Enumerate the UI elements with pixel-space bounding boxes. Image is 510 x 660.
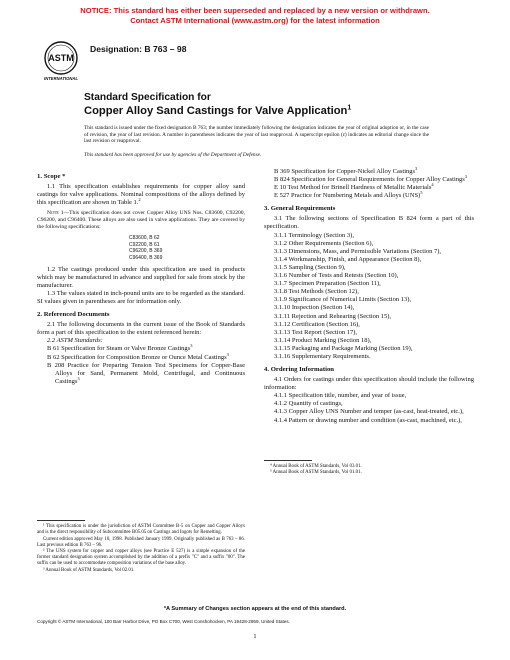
notice-line-2: Contact ASTM International (www.astm.org) for the latest information <box>130 15 380 25</box>
footnote-mark-2: 2 <box>138 197 141 203</box>
designation: Designation: B 763 – 98 <box>90 44 187 54</box>
issuance-statement: This standard is issued under the fixed designation B 763; the number immediately following the designation indicates the year of original adoption or, in the case of revision, the year of last revision. A number in parentheses indicates the year of last reapproval. A superscript epsilon (ε) indicates an editorial change since the last revision or reapproval. <box>84 125 429 145</box>
footnote: ⁵ Annual Book of ASTM Standards, Vol 01.01. <box>270 470 362 476</box>
alloy-code: C96200, B 369 <box>129 248 163 255</box>
paragraph-2-1: 2.1 The following documents in the current issue of the Book of Standards form a part of this specification to the extent referenced herein: <box>37 321 245 337</box>
list-item: 4.1.1 Specification title, number, and year of issue, <box>274 392 407 400</box>
section-heading-general-requirements: 3. General Requirements <box>264 205 336 213</box>
list-item: 3.1.9 Significance of Numerical Limits (Section 13), <box>274 296 412 304</box>
alloy-code: C92200, B 61 <box>129 241 160 248</box>
list-item: 3.1.1 Terminology (Section 3), <box>274 231 354 239</box>
paragraph-1-2: 1.2 The castings produced under this specification are used in products which may be manufactured in advance and supplied for sale from stock by the manufacturer. <box>37 265 245 289</box>
reference-item: E 527 Practice for Numbering Metals and Alloys (UNS)$^5$ <box>274 190 423 200</box>
alloy-code: C96400, B 369 <box>129 255 163 262</box>
general-requirements-list <box>264 232 474 362</box>
paragraph-1-3: 1.3 The values stated in inch-pound units are to be regarded as the standard. SI values given in parentheses are for information only. <box>37 289 245 306</box>
list-item: 3.1.12 Certification (Section 16), <box>274 320 360 328</box>
alloy-code-list <box>129 235 245 261</box>
copyright-line: Copyright © ASTM International, 100 Barr Harbor Drive, PO Box C700, West Conshohocken, PA 19428-2959, United States. <box>37 619 290 624</box>
left-column <box>37 168 245 386</box>
ordering-list <box>264 392 474 424</box>
list-item: 3.1.7 Specimen Preparation (Section 11), <box>274 280 381 288</box>
title-line-1: Standard Specification for <box>84 92 211 103</box>
paragraph-4-1: 4.1 Orders for castings under this specification should include the following information: <box>264 376 474 392</box>
astm-logo-icon <box>40 38 82 82</box>
list-item: 3.1.3 Dimensions, Mass, and Permissible Variations (Section 7), <box>274 247 442 255</box>
withdrawn-notice <box>0 6 510 25</box>
summary-of-changes-note: *A Summary of Changes section appears at the end of this standard. <box>163 606 347 612</box>
alloy-code: C83600, B 62 <box>129 235 160 242</box>
logo-subtext: INTERNATIONAL <box>44 76 78 81</box>
list-item: 4.1.3 Copper Alloy UNS Number and temper (as-cast, heat-treated, etc.), <box>274 408 464 416</box>
paragraph-3-1: 3.1 The following sections of Specification B 824 form a part of this specification. <box>264 215 474 231</box>
list-item: 3.1.6 Number of Tests and Retests (Section 10), <box>274 272 399 280</box>
title-footnote-mark: 1 <box>347 103 352 111</box>
note-1: Note 1—This specification does not cover Copper Alloy UNS Nos. C83600, C92200, C96200, and C96400. These alloys are also used in valve applications. They are covered by the following specifications: <box>37 210 245 231</box>
list-item: 3.1.11 Rejection and Rehearing (Section 15), <box>274 312 392 320</box>
footnote: Current edition approved May 10, 1998. Published January 1999. Originally published as B 763 – 86. Last previous edition B 763 – 96. <box>37 536 245 548</box>
reference-item: E 10 Test Method for Brinell Hardness of Metallic Materials$^4$ <box>274 182 434 192</box>
section-heading-scope: 1. Scope * <box>37 173 66 180</box>
list-item: 3.1.10 Inspection (Section 14), <box>274 304 355 312</box>
reference-item: B 61 Specification for Steam or Valve Bronze Castings$^3$ <box>47 343 193 353</box>
footnotes-left <box>37 524 245 574</box>
right-column <box>264 165 474 425</box>
paragraph-1-1: 1.1 This specification establishes requirements for copper alloy sand castings for valve applications. Nominal compositions of the alloys defined by this specification are shown in Table 1.$^2$ <box>37 183 245 207</box>
list-item: 4.1.2 Quantity of castings, <box>274 400 343 408</box>
note-label: Note <box>47 210 59 217</box>
footnote-rule <box>264 460 312 461</box>
footnote: ³ Annual Book of ASTM Standards, Vol 02.01. <box>43 567 135 573</box>
footnote: ¹ This specification is under the jurisdiction of ASTM Committee B-5 on Copper and Copper Alloys and is the direct responsibility of Subcommittee B05.05 on Castings and Ingots for Remelting. <box>37 524 245 536</box>
section-heading-ordering-information: 4. Ordering Information <box>264 366 335 374</box>
list-item: 3.1.14 Product Marking (Section 18), <box>274 336 372 344</box>
list-item: 3.1.15 Packaging and Package Marking (Section 19), <box>274 344 413 352</box>
logo-text: ASTM <box>48 53 74 63</box>
list-item: 3.1.4 Workmanship, Finish, and Appearance (Section 8), <box>274 255 422 263</box>
footnotes-right <box>264 464 474 476</box>
list-item: 3.1.13 Test Report (Section 17), <box>274 328 358 336</box>
astm-standards-subheading: 2.2 ASTM Standards: <box>47 337 103 345</box>
list-item: 3.1.8 Test Methods (Section 12), <box>274 288 359 296</box>
reference-item: B 62 Specification for Composition Bronze or Ounce Metal Castings$^3$ <box>47 351 229 361</box>
footnote: ⁴ Annual Book of ASTM Standards, Vol 03.01. <box>270 464 362 469</box>
reference-item: B 208 Practice for Preparing Tension Test Specimens for Copper-Base Alloys for Sand, Permanent Mold, Centrifugal, and Continuous Castings$^3$ <box>47 361 245 385</box>
page-number: 1 <box>253 633 257 640</box>
reference-item: B 369 Specification for Copper-Nickel Alloy Castings$^3$ <box>274 165 418 175</box>
notice-line-1: NOTICE: This standard has either been superseded and replaced by a new version or withdrawn. <box>80 6 430 15</box>
list-item: 4.1.4 Pattern or drawing number and condition (as-cast, machined, etc.), <box>274 416 462 424</box>
list-item: 3.1.5 Sampling (Section 9), <box>274 263 346 271</box>
footnote-rule <box>37 520 85 521</box>
reference-item: B 824 Specification for General Requirements for Copper Alloy Castings$^3$ <box>274 173 468 184</box>
document-title <box>84 92 484 118</box>
footnote: ² The UNS system for copper and copper alloys (see Practice E 527) is a simple expansion of the former standard designation system accomplished by the addition of a prefix "C" and a suffix "00". The suffix can be used to accommodate composition variations of the base alloy. <box>37 549 245 567</box>
dod-approval-statement: This standard has been approved for use by agencies of the Department of Defense. <box>84 152 262 158</box>
section-heading-referenced-documents: 2. Referenced Documents <box>37 311 110 319</box>
list-item: 3.1.16 Supplementary Requirements. <box>274 352 371 360</box>
list-item: 3.1.2 Other Requirements (Section 6), <box>274 239 374 247</box>
title-line-2: Copper Alloy Sand Castings for Valve Application <box>84 104 348 117</box>
